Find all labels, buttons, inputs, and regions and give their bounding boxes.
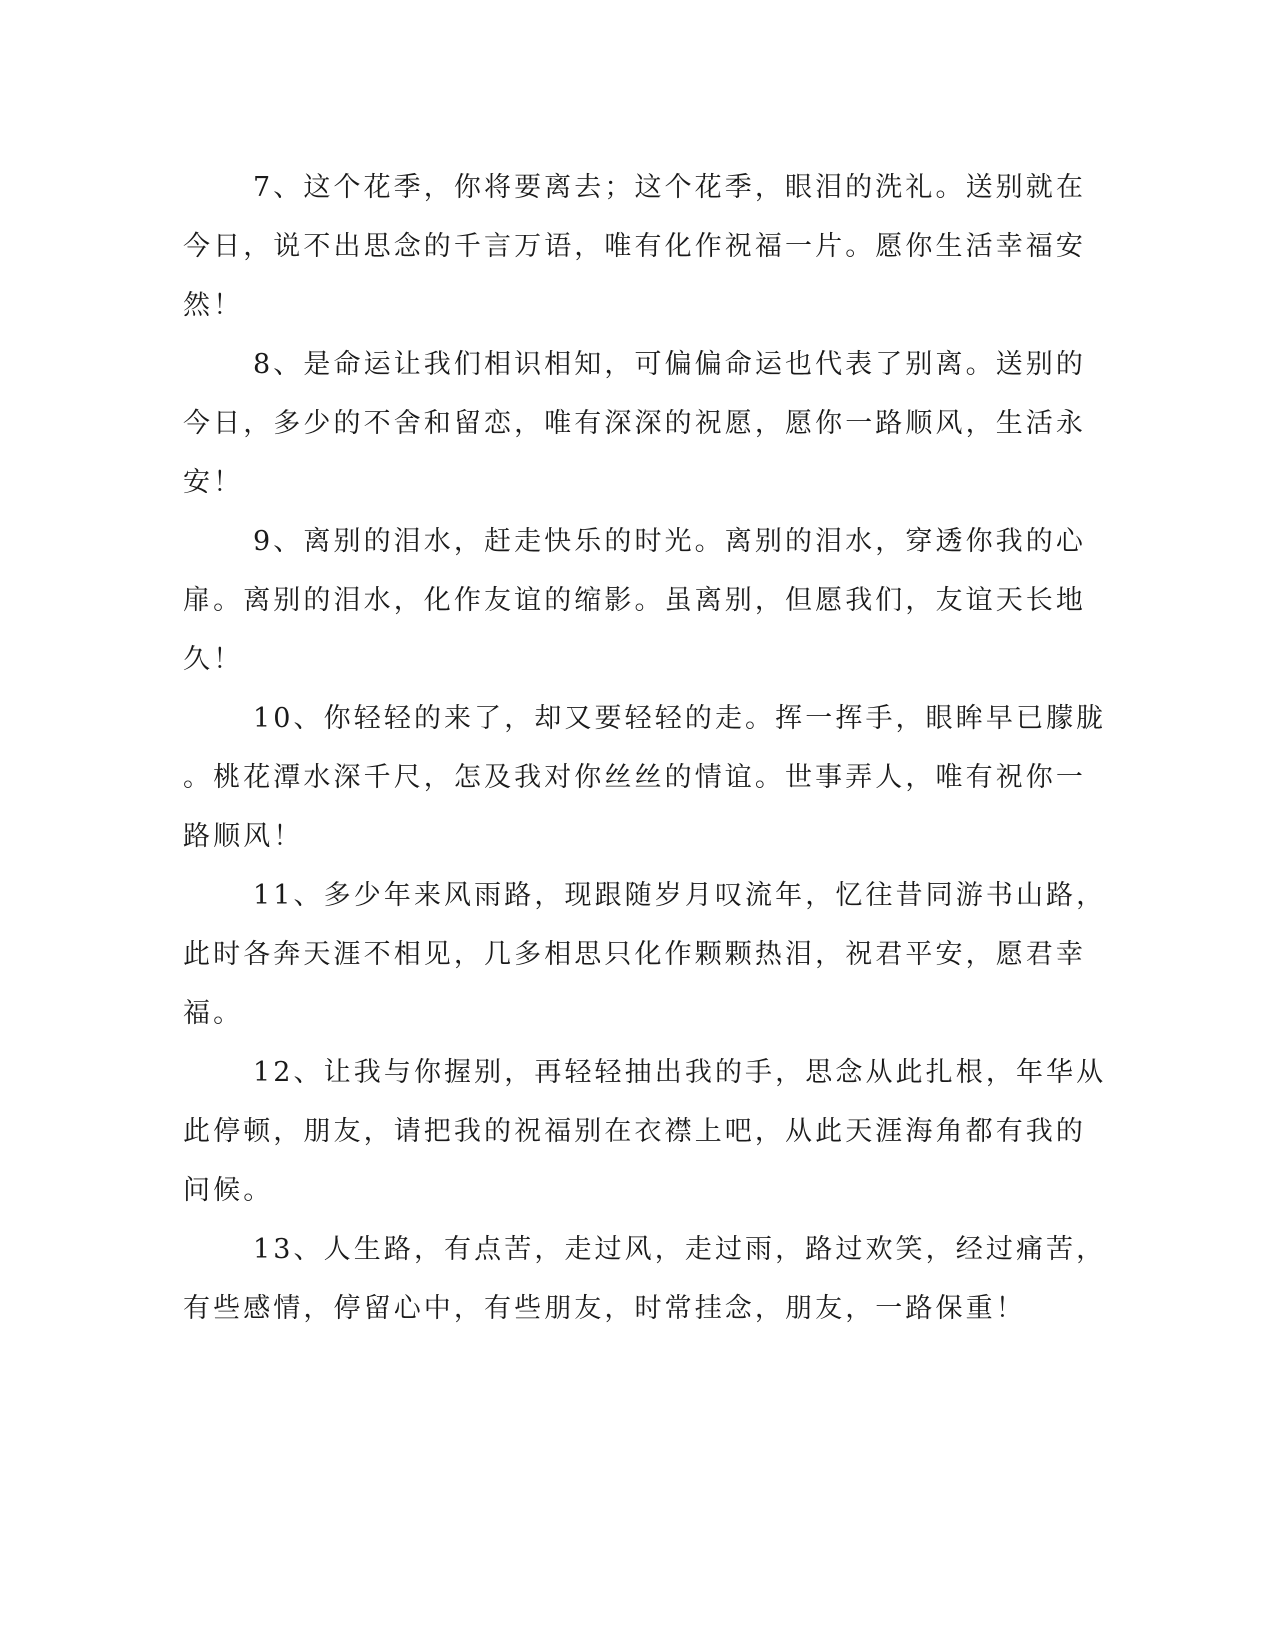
- paragraph-line: 今日，多少的不舍和留恋，唯有深深的祝愿，愿你一路顺风，生活永: [183, 408, 1086, 439]
- paragraph-10: [183, 689, 1107, 866]
- paragraph-line: 久！: [183, 644, 244, 675]
- paragraph-13: [183, 1220, 1107, 1338]
- paragraph-line: 10、你轻轻的来了，却又要轻轻的走。挥一挥手，眼眸早已朦胧: [253, 703, 1107, 734]
- document-body: [183, 158, 1107, 1338]
- paragraph-line: 13、人生路，有点苦，走过风，走过雨，路过欢笑，经过痛苦，: [253, 1234, 1107, 1265]
- paragraph-line: 。桃花潭水深千尺，怎及我对你丝丝的情谊。世事弄人，唯有祝你一: [183, 762, 1086, 793]
- paragraph-9: [183, 512, 1086, 689]
- paragraph-7: [183, 158, 1086, 335]
- paragraph-line: 有些感情，停留心中，有些朋友，时常挂念，朋友，一路保重！: [183, 1293, 1026, 1324]
- paragraph-line: 今日，说不出思念的千言万语，唯有化作祝福一片。愿你生活幸福安: [183, 231, 1086, 262]
- paragraph-line: 9、离别的泪水，赶走快乐的时光。离别的泪水，穿透你我的心: [253, 526, 1086, 557]
- paragraph-line: 12、让我与你握别，再轻轻抽出我的手，思念从此扎根，年华从: [253, 1057, 1107, 1088]
- paragraph-line: 8、是命运让我们相识相知，可偏偏命运也代表了别离。送别的: [253, 349, 1086, 380]
- paragraph-line: 11、多少年来风雨路，现跟随岁月叹流年，忆往昔同游书山路，: [253, 880, 1107, 911]
- paragraph-line: 安！: [183, 467, 244, 498]
- paragraph-11: [183, 866, 1107, 1043]
- paragraph-12: [183, 1043, 1107, 1220]
- paragraph-line: 此时各奔天涯不相见，几多相思只化作颗颗热泪，祝君平安，愿君幸: [183, 939, 1086, 970]
- paragraph-line: 7、这个花季，你将要离去；这个花季，眼泪的洗礼。送别就在: [253, 172, 1086, 203]
- paragraph-line: 福。: [183, 998, 244, 1029]
- paragraph-line: 问候。: [183, 1175, 274, 1206]
- paragraph-line: 此停顿，朋友，请把我的祝福别在衣襟上吧，从此天涯海角都有我的: [183, 1116, 1086, 1147]
- paragraph-line: 然！: [183, 290, 244, 321]
- paragraph-line: 扉。离别的泪水，化作友谊的缩影。虽离别，但愿我们，友谊天长地: [183, 585, 1086, 616]
- paragraph-8: [183, 335, 1086, 512]
- paragraph-line: 路顺风！: [183, 821, 304, 852]
